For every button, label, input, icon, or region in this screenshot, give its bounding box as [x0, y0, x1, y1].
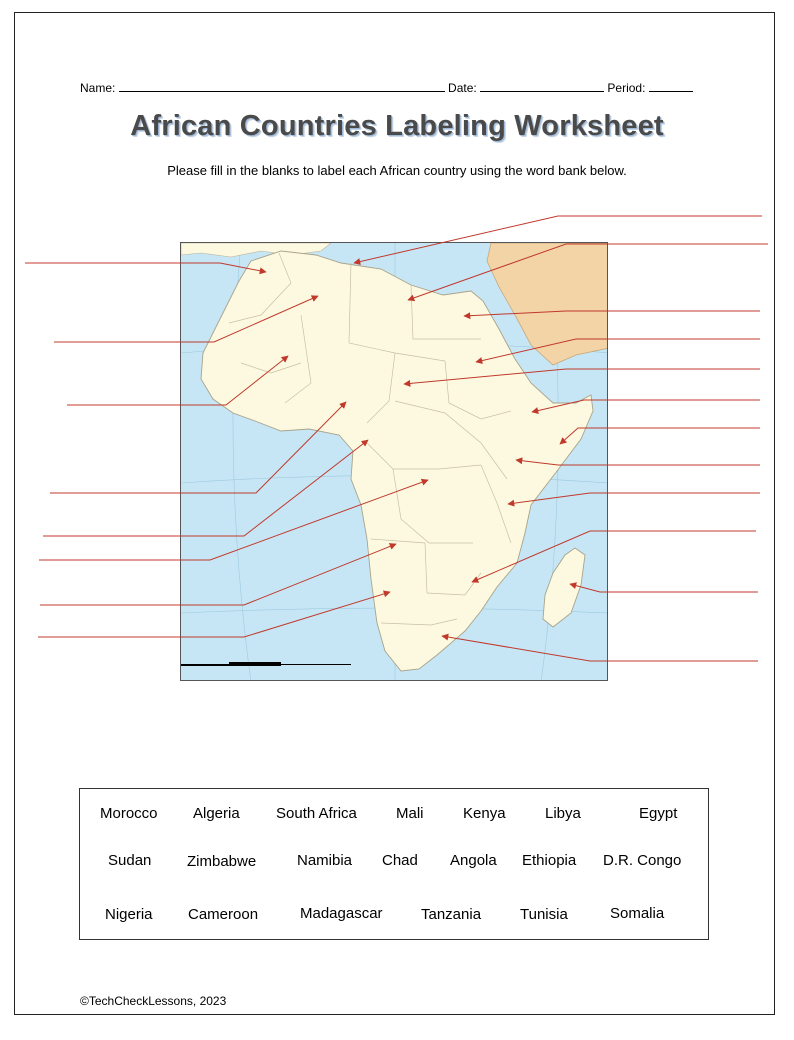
leader-line: [39, 480, 428, 560]
word-bank-item: Cameroon: [188, 906, 259, 923]
word-bank-item: Tunisia: [520, 906, 568, 923]
word-bank-item: D.R. Congo: [603, 852, 682, 869]
word-bank-item: Somalia: [610, 905, 665, 922]
word-bank-item: Ethiopia: [522, 852, 577, 869]
word-bank-item: Kenya: [463, 805, 506, 822]
copyright-footer: ©TechCheckLessons, 2023: [80, 994, 227, 1008]
leader-line: [408, 244, 768, 300]
word-bank-item: Sudan: [108, 852, 152, 869]
word-bank-item: Libya: [545, 805, 581, 822]
word-bank-item: Nigeria: [105, 906, 153, 923]
leader-line: [40, 544, 396, 605]
word-bank-item: Tanzania: [421, 906, 482, 923]
word-bank-item: Chad: [382, 852, 418, 869]
leader-line: [532, 400, 760, 412]
leader-line: [560, 428, 760, 444]
word-bank-item: Namibia: [297, 852, 353, 869]
period-label: Period:: [607, 81, 646, 95]
leader-line: [442, 636, 758, 661]
leader-line: [476, 339, 760, 362]
leader-line: [516, 460, 760, 465]
leader-line: [404, 369, 760, 384]
word-bank-item: Zimbabwe: [187, 853, 257, 870]
word-bank-item: Morocco: [100, 805, 158, 822]
leader-line: [354, 216, 762, 263]
leader-line: [67, 356, 288, 405]
word-bank-item: South Africa: [276, 805, 357, 822]
worksheet-title: African Countries Labeling Worksheet: [130, 110, 664, 142]
leader-line: [43, 440, 368, 536]
word-bank-item: Egypt: [639, 805, 678, 822]
word-bank-item: Madagascar: [300, 905, 383, 922]
word-bank-item: Algeria: [193, 805, 240, 822]
word-bank-item: Angola: [450, 852, 497, 869]
leader-line: [25, 263, 266, 272]
leader-line: [508, 493, 760, 504]
leader-line: [50, 402, 346, 493]
word-bank: [79, 788, 709, 940]
date-label: Date:: [448, 81, 477, 95]
worksheet-instructions: Please fill in the blanks to label each African country using the word bank below.: [167, 163, 627, 178]
name-label: Name:: [80, 81, 116, 95]
leader-line: [38, 592, 390, 637]
leader-line: [54, 296, 318, 342]
word-bank-item: Mali: [396, 805, 424, 822]
leader-line: [464, 311, 760, 316]
leader-line: [472, 531, 756, 582]
leader-line: [570, 584, 758, 592]
